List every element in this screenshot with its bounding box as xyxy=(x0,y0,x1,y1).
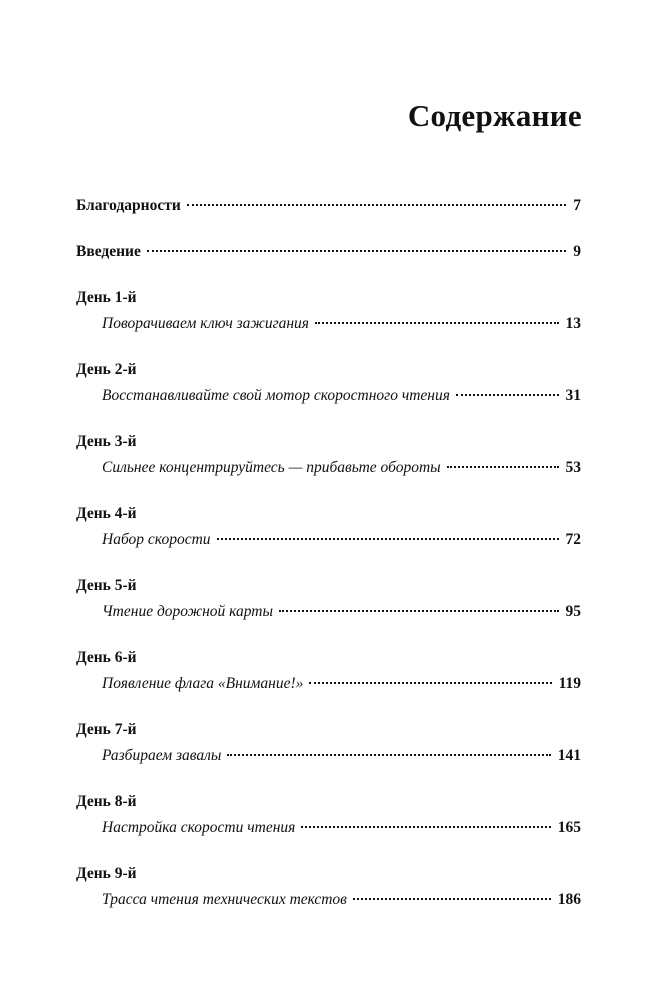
toc-entry-title: Введение xyxy=(76,243,141,260)
dot-leader xyxy=(279,610,559,612)
day-heading: День 5-й xyxy=(76,577,137,594)
toc-entry-day-1 xyxy=(76,288,581,334)
chapter-title: Сильнее концентрируйтесь — прибавьте обороты xyxy=(102,459,441,476)
toc-row[interactable] xyxy=(76,602,581,622)
dot-leader xyxy=(217,538,559,540)
toc-row[interactable] xyxy=(76,196,581,216)
day-heading: День 2-й xyxy=(76,361,137,378)
dot-leader xyxy=(147,250,566,252)
toc-row[interactable] xyxy=(76,458,581,478)
day-heading: День 1-й xyxy=(76,289,137,306)
toc-page-number: 119 xyxy=(558,675,581,692)
toc-page-number: 9 xyxy=(573,243,581,260)
day-heading: День 8-й xyxy=(76,793,137,810)
chapter-title: Появление флага «Внимание!» xyxy=(102,675,304,692)
toc-entry-acknowledgements xyxy=(76,196,581,216)
toc-page-number: 72 xyxy=(565,531,581,548)
toc-row[interactable] xyxy=(76,818,581,838)
toc-entry-day-6 xyxy=(76,648,581,694)
toc-row[interactable] xyxy=(76,386,581,406)
chapter-title: Восстанавливайте свой мотор скоростного чтения xyxy=(102,387,450,404)
toc-page-number: 31 xyxy=(565,387,581,404)
dot-leader xyxy=(456,394,559,396)
toc-row[interactable] xyxy=(76,314,581,334)
toc-page-number: 186 xyxy=(557,891,581,908)
toc-entry-introduction xyxy=(76,242,581,262)
toc-entry-day-8 xyxy=(76,792,581,838)
toc-entry-day-3 xyxy=(76,432,581,478)
toc-page-number: 141 xyxy=(557,747,581,764)
toc-row[interactable] xyxy=(76,530,581,550)
toc-entry-day-4 xyxy=(76,504,581,550)
day-heading: День 7-й xyxy=(76,721,137,738)
dot-leader xyxy=(447,466,559,468)
toc-page-number: 13 xyxy=(565,315,581,332)
toc-page-number: 7 xyxy=(573,197,581,214)
day-heading: День 3-й xyxy=(76,433,137,450)
chapter-title: Трасса чтения технических текстов xyxy=(102,891,347,908)
dot-leader xyxy=(309,682,551,684)
toc-entry-day-2 xyxy=(76,360,581,406)
toc-page-number: 53 xyxy=(565,459,581,476)
toc-row[interactable] xyxy=(76,890,581,910)
chapter-title: Набор скорости xyxy=(102,531,211,548)
toc-page-number: 165 xyxy=(557,819,581,836)
toc-entry-title: Благодарности xyxy=(76,197,181,214)
toc-row[interactable] xyxy=(76,746,581,766)
toc-row[interactable] xyxy=(76,674,581,694)
dot-leader xyxy=(227,754,550,756)
day-heading: День 4-й xyxy=(76,505,137,522)
page-title: Содержание xyxy=(407,98,582,133)
toc-entry-day-5 xyxy=(76,576,581,622)
chapter-title: Чтение дорожной карты xyxy=(102,603,273,620)
toc-entry-day-7 xyxy=(76,720,581,766)
dot-leader xyxy=(301,826,550,828)
toc-page-number: 95 xyxy=(565,603,581,620)
toc-entry-day-9 xyxy=(76,864,581,910)
dot-leader xyxy=(353,898,551,900)
table-of-contents xyxy=(76,196,581,936)
dot-leader xyxy=(315,322,558,324)
chapter-title: Поворачиваем ключ зажигания xyxy=(102,315,310,332)
chapter-title: Разбираем завалы xyxy=(102,747,222,764)
dot-leader xyxy=(187,204,566,206)
toc-row[interactable] xyxy=(76,242,581,262)
day-heading: День 6-й xyxy=(76,649,137,666)
chapter-title: Настройка скорости чтения xyxy=(102,819,296,836)
day-heading: День 9-й xyxy=(76,865,137,882)
